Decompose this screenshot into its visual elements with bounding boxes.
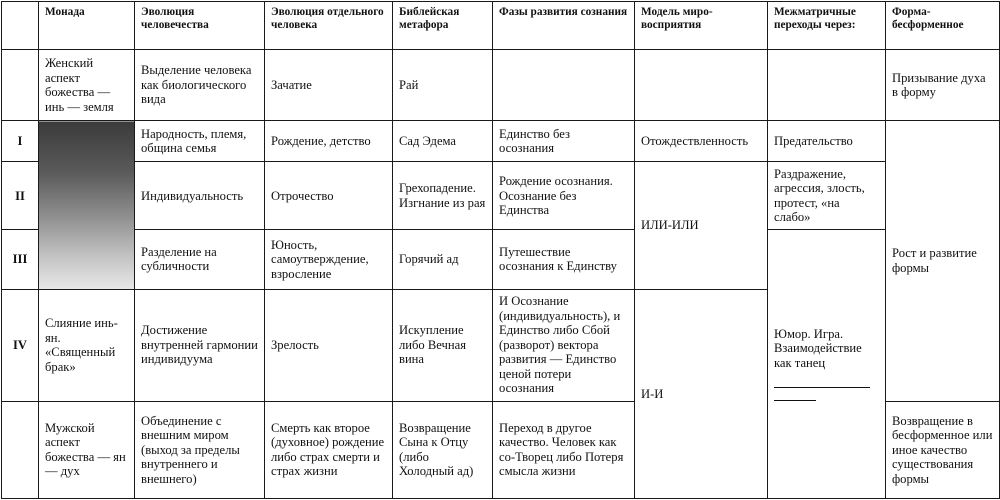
cell-phase: Рождение осознания. Осознание без Единства bbox=[493, 162, 635, 230]
header-evolution-humanity: Эволюция человечества bbox=[135, 2, 265, 50]
table-row bbox=[2, 230, 1000, 289]
row-number: I bbox=[2, 121, 39, 162]
cell-bible: Искупление либо Вечная вина bbox=[393, 289, 493, 401]
cell-monada-female: Женский аспект божества — инь — земля bbox=[39, 50, 135, 121]
cell-model-empty bbox=[635, 50, 768, 121]
cell-evolution-humanity: Выделение человека как биологического вида bbox=[135, 50, 265, 121]
cell-phase: Переход в другое качество. Человек как со-Творец либо Потеря смысла жизни bbox=[493, 401, 635, 498]
cell-evolution-humanity: Народность, племя, община семья bbox=[135, 121, 265, 162]
transition-humor-text: Юмор. Игра. Взаимодействие как танец bbox=[774, 326, 862, 370]
divider-line bbox=[774, 400, 816, 401]
row-num-empty bbox=[2, 50, 39, 121]
cell-transition: Раздражение, агрессия, злость, протест, «на слабо» bbox=[768, 162, 886, 230]
cell-evolution-person: Рождение, детство bbox=[265, 121, 393, 162]
cell-evolution-humanity: Объединение с внешним миром (выход за пределы внутреннего и внешнего) bbox=[135, 401, 265, 498]
row-number: II bbox=[2, 162, 39, 230]
table-row bbox=[2, 50, 1000, 121]
cell-phase: Единство без осознания bbox=[493, 121, 635, 162]
cell-model-or: ИЛИ-ИЛИ bbox=[635, 162, 768, 289]
header-evolution-person: Эволюция отдельного человека bbox=[265, 2, 393, 50]
cell-form-growth: Рост и развитие формы bbox=[886, 121, 1000, 402]
header-transitions: Межматричные переходы через: bbox=[768, 2, 886, 50]
table-row bbox=[2, 121, 1000, 162]
cell-bible: Рай bbox=[393, 50, 493, 121]
cell-bible: Возвращение Сына к Отцу (либо Холодный ад) bbox=[393, 401, 493, 498]
header-form: Форма-бесформенное bbox=[886, 2, 1000, 50]
cell-model: Отождествленность bbox=[635, 121, 768, 162]
cell-bible: Горячий ад bbox=[393, 230, 493, 289]
cell-phase: И Осознание (индивидуальность), и Единство либо Сбой (разворот) вектора развития — Единство ценой потери осознания bbox=[493, 289, 635, 401]
cell-evolution-person: Смерть как второе (духовное) рождение либо страх смерти и страх жизни bbox=[265, 401, 393, 498]
header-consciousness-phases: Фазы развития сознания bbox=[493, 2, 635, 50]
row-number: IV bbox=[2, 289, 39, 401]
divider-line bbox=[774, 387, 870, 388]
cell-transition-humor bbox=[768, 230, 886, 499]
cell-monada-male: Мужской аспект божества — ян — дух bbox=[39, 401, 135, 498]
header-empty bbox=[2, 2, 39, 50]
cell-bible: Сад Эдема bbox=[393, 121, 493, 162]
cell-model-and: И-И bbox=[635, 289, 768, 499]
table-row bbox=[2, 162, 1000, 230]
cell-phase: Путешествие осознания к Единству bbox=[493, 230, 635, 289]
row-num-empty bbox=[2, 401, 39, 498]
cell-evolution-humanity: Достижение внутренней гармонии индивидуума bbox=[135, 289, 265, 401]
cell-transition: Предательство bbox=[768, 121, 886, 162]
cell-form: Возвращение в бесформенное или иное качество существования формы bbox=[886, 401, 1000, 498]
header-biblical-metaphor: Библейская метафора bbox=[393, 2, 493, 50]
cell-evolution-person: Зачатие bbox=[265, 50, 393, 121]
header-world-model: Модель миро-восприятия bbox=[635, 2, 768, 50]
cell-monada-union: Слияние инь-ян. «Священный брак» bbox=[39, 289, 135, 401]
cell-bible: Грехопадение. Изгнание из рая bbox=[393, 162, 493, 230]
cell-evolution-person: Отрочество bbox=[265, 162, 393, 230]
cell-evolution-humanity: Разделение на субличности bbox=[135, 230, 265, 289]
monada-gradient-image bbox=[39, 121, 135, 289]
cell-phase-empty bbox=[493, 50, 635, 121]
cell-transition-empty bbox=[768, 50, 886, 121]
cell-evolution-person: Юность, самоутверждение, взросление bbox=[265, 230, 393, 289]
header-monada: Монада bbox=[39, 2, 135, 50]
cell-form: Призывание духа в форму bbox=[886, 50, 1000, 121]
row-number: III bbox=[2, 230, 39, 289]
psychology-evolution-table bbox=[1, 1, 1000, 499]
cell-evolution-person: Зрелость bbox=[265, 289, 393, 401]
cell-evolution-humanity: Индивидуальность bbox=[135, 162, 265, 230]
header-row bbox=[2, 2, 1000, 50]
